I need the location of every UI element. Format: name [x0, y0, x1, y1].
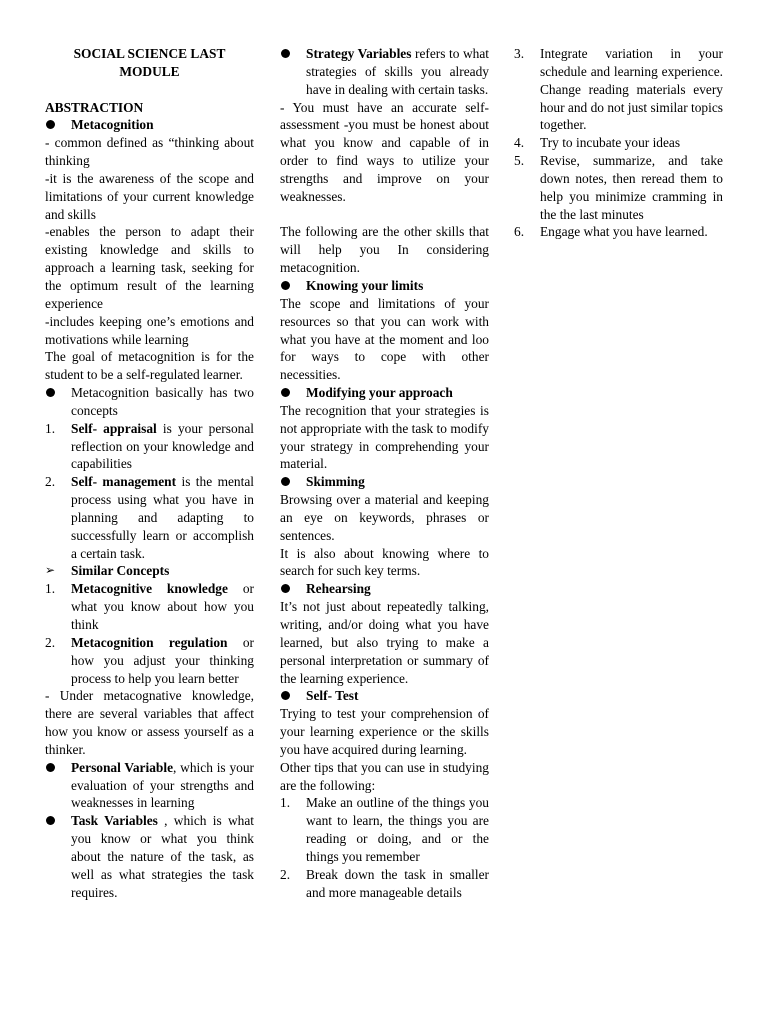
term-definition: , which is your evaluation of your strengths and weaknesses in learning — [71, 759, 255, 811]
skill-heading: Knowing your limits — [306, 277, 424, 293]
bullet-two-concepts — [45, 384, 254, 420]
bullet-dot-icon — [281, 281, 290, 290]
numbered-tip — [514, 152, 723, 223]
column-3 — [514, 45, 723, 241]
paragraph: Trying to test your comprehension of your learning experience or the skills you have acquired during learning. — [280, 706, 489, 757]
term-definition: or how you adjust your thinking process to help you learn better — [71, 634, 254, 686]
term-bold: Self- appraisal — [71, 420, 157, 436]
numbered-tip — [280, 866, 489, 902]
term-definition: is your personal reflection on your knowledge and capabilities — [71, 420, 255, 472]
paragraph: The scope and limitations of your resources so that you can work with what you have at the moment and loo for ways to cope with other necessities. — [280, 295, 489, 383]
paragraph: It is also about knowing where to search for such key terms. — [280, 545, 489, 579]
item-number: 3. — [514, 46, 525, 61]
term-bold: Metacognitive knowledge — [71, 581, 228, 597]
column-2 — [280, 45, 489, 902]
numbered-tip — [280, 794, 489, 865]
tip-text: Make an outline of the things you want to learn, the things you are reading or doing, and or the things you remember — [306, 795, 489, 864]
numbered-tip — [514, 45, 723, 134]
numbered-item-metacognitive-knowledge — [45, 580, 254, 634]
tip-text: Engage what you have learned. — [540, 224, 708, 240]
term-bold: Task Variables — [71, 813, 158, 829]
item-number: 1. — [45, 581, 56, 597]
term-bold: Self- management — [71, 474, 177, 490]
skill-heading: Modifying your approach — [306, 385, 453, 401]
paragraph: - Under metacognative knowledge, there are several variables that affect how you know or assess yourself as a thinker. — [45, 688, 254, 757]
bullet-dot-icon — [281, 49, 290, 58]
skill-heading: Rehearsing — [306, 581, 371, 597]
bullet-strategy-variables — [280, 45, 489, 99]
bullet-dot-icon — [46, 388, 55, 397]
bullet-dot-icon — [46, 120, 55, 129]
paragraph: The following are the other skills that will help you In considering metacognition. — [280, 224, 489, 276]
numbered-item-self-appraisal — [45, 420, 254, 474]
paragraph: - You must have an accurate self-assessment -you must be honest about what you know and capable of in order to find ways to utilize your strengths and improve on your weaknesses. — [280, 99, 489, 204]
paragraph: - common defined as “thinking about thinking — [45, 135, 254, 169]
bullet-skimming — [280, 473, 489, 491]
item-number: 4. — [514, 135, 525, 151]
item-number: 1. — [45, 420, 56, 436]
item-number: 2. — [280, 866, 291, 882]
item-number: 2. — [45, 634, 56, 650]
bullet-knowing-limits — [280, 277, 489, 295]
bullet-dot-icon — [46, 763, 55, 772]
arrow-item-similar-concepts — [45, 562, 254, 580]
numbered-tip — [514, 134, 723, 152]
term-definition: or what you know about how you think — [71, 581, 254, 632]
item-number: 5. — [514, 153, 525, 169]
bullet-dot-icon — [281, 477, 290, 486]
module-title: SOCIAL SCIENCE LAST MODULE — [73, 46, 226, 79]
section-heading-abstraction: ABSTRACTION — [45, 99, 144, 115]
paragraph: -includes keeping one’s emotions and motivations while learning — [45, 313, 254, 347]
tip-text: Revise, summarize, and take down notes, then reread them to help you minimize cramming in the the last minutes — [540, 153, 723, 222]
similar-concepts-heading: Similar Concepts — [71, 563, 170, 579]
bullet-dot-icon — [281, 691, 290, 700]
term-definition: refers to what strategies of skills you already have in dealing with certain tasks. — [306, 46, 489, 97]
arrow-bullet-icon: ➢ — [45, 563, 56, 578]
bullet-task-variables — [45, 812, 254, 901]
paragraph: The recognition that your strategies is not appropriate with the task to modify your strategy in comprehending your material. — [280, 402, 489, 472]
two-concepts-text: Metacognition basically has two concepts — [71, 385, 254, 418]
bullet-modifying-approach — [280, 384, 489, 402]
paragraph: Browsing over a material and keeping an eye on keywords, phrases or sentences. — [280, 492, 489, 543]
bullet-self-test — [280, 687, 489, 705]
numbered-tip — [514, 223, 723, 241]
tip-text: Try to incubate your ideas — [540, 135, 681, 151]
paragraph: -it is the awareness of the scope and limitations of your current knowledge and skills — [45, 170, 254, 222]
term-definition: is the mental process using what you have in planning and adapting to successfully learn or accomplish a certain task. — [71, 474, 255, 561]
item-number: 2. — [45, 474, 56, 490]
term-bold: Metacognition regulation — [71, 634, 228, 650]
column-1 — [45, 45, 254, 902]
skill-heading: Self- Test — [306, 688, 359, 704]
paragraph: It’s not just about repeatedly talking, writing, and/or doing what you have learned, but also trying to make a personal interpretation or summary of the learning experience. — [280, 599, 489, 686]
item-number: 1. — [280, 795, 291, 811]
tip-text: Break down the task in smaller and more manageable details — [306, 866, 489, 900]
tip-text: Integrate variation in your schedule and learning experience. Change reading materials every hour and do not just similar topics together. — [540, 46, 723, 133]
bullet-metacognition — [45, 116, 254, 134]
bullet-personal-variable — [45, 759, 254, 813]
paragraph: -enables the person to adapt their existing knowledge and skills to approach a learning task, seeking for the optimum result of the learning experience — [45, 224, 254, 311]
bullet-dot-icon — [281, 388, 290, 397]
bullet-dot-icon — [281, 584, 290, 593]
skill-heading: Skimming — [306, 474, 365, 490]
numbered-item-self-management — [45, 473, 254, 562]
term-bold: Strategy Variables — [306, 46, 412, 61]
numbered-item-metacognition-regulation — [45, 634, 254, 688]
paragraph: Other tips that you can use in studying are the following: — [280, 759, 489, 793]
item-number: 6. — [514, 224, 525, 240]
term-definition: , which is what you know or what you think about the nature of the task, as well as what strategies the task requires. — [71, 813, 254, 900]
metacognition-heading: Metacognition — [71, 117, 154, 133]
paragraph: The goal of metacognition is for the student to be a self-regulated learner. — [45, 349, 254, 383]
bullet-dot-icon — [46, 816, 55, 825]
bullet-rehearsing — [280, 580, 489, 598]
term-bold: Personal Variable — [71, 759, 174, 775]
